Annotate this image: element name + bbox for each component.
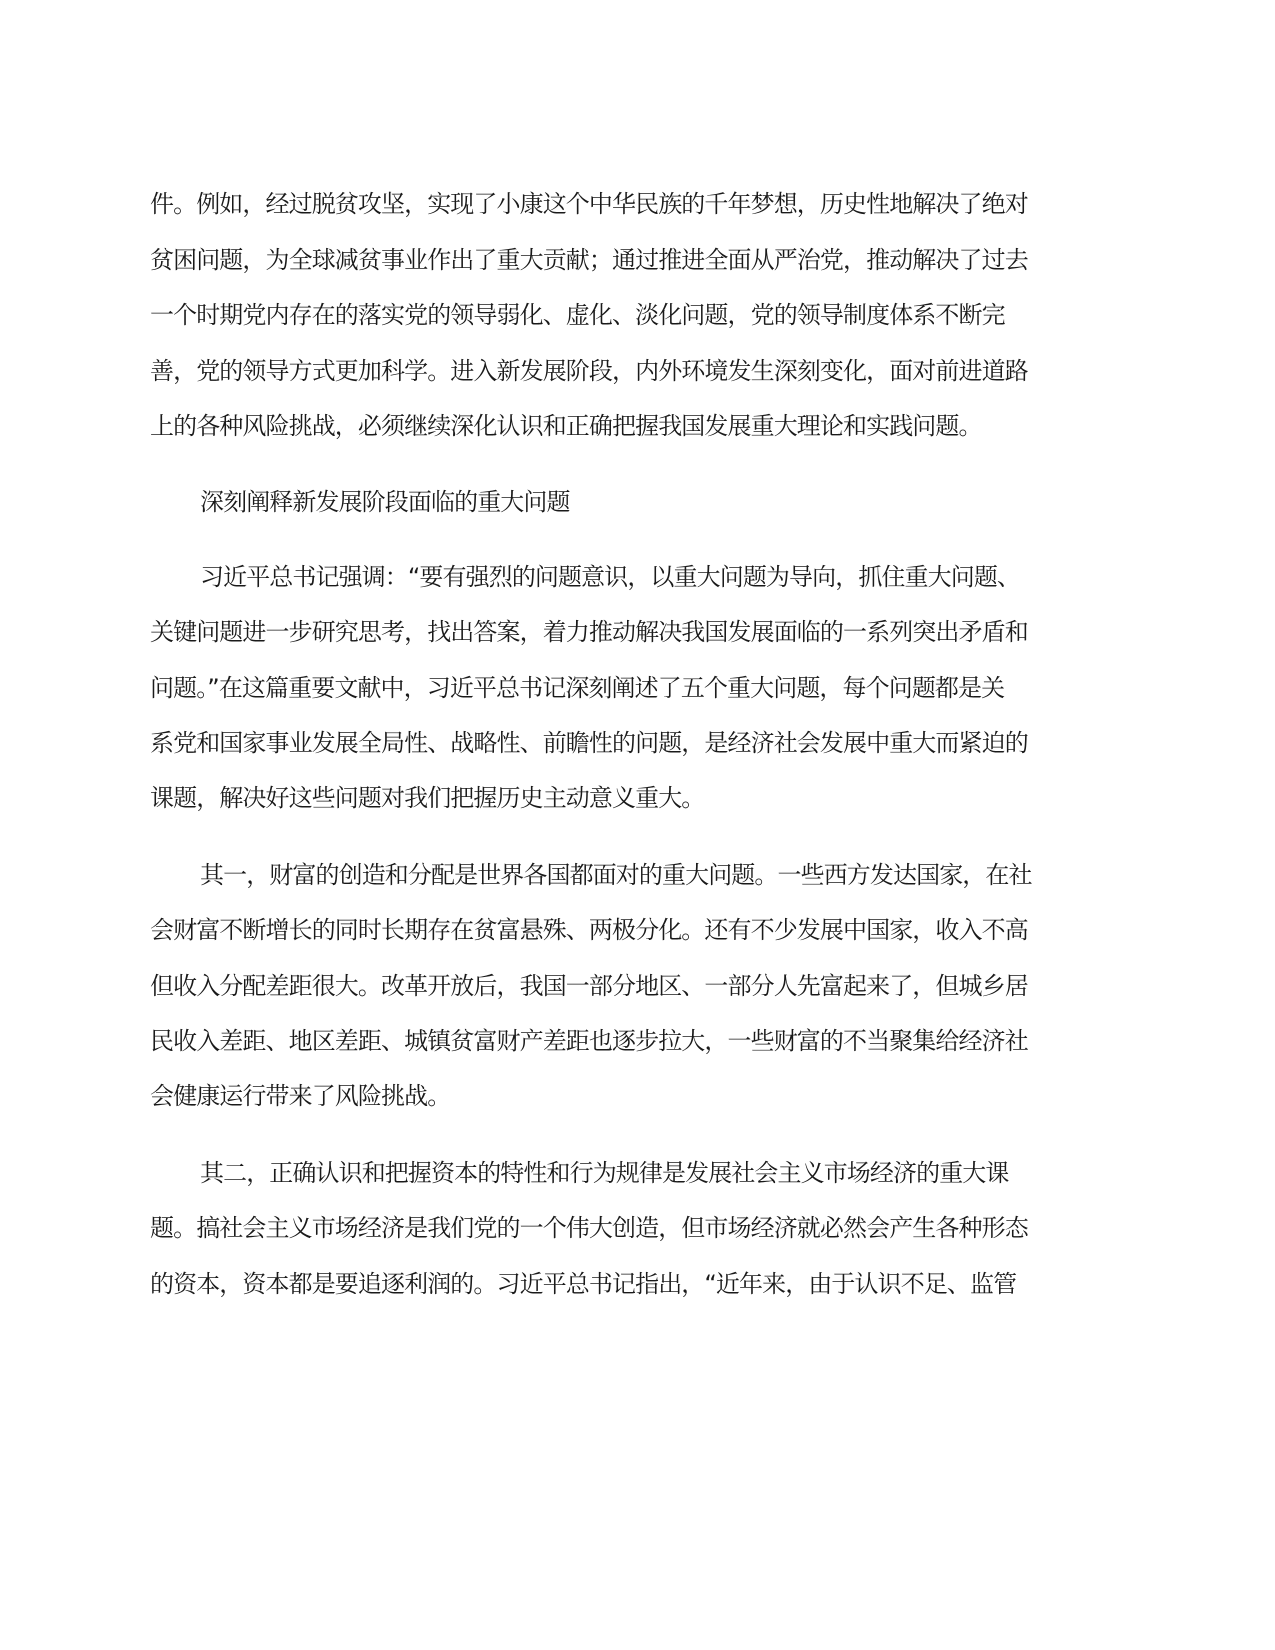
paragraph-2-line-4: 系党和国家事业发展全局性、战略性、前瞻性的问题，是经济社会发展中重大而紧迫的	[150, 729, 1028, 757]
paragraph-2-line-1: 习近平总书记强调：“要有强烈的问题意识，以重大问题为导向，抓住重大问题、	[200, 563, 1021, 591]
document-body	[150, 0, 1110, 1650]
paragraph-2-line-5: 课题，解决好这些问题对我们把握历史主动意义重大。	[150, 784, 705, 812]
paragraph-4-line-3: 的资本，资本都是要追逐利润的。习近平总书记指出，“近年来，由于认识不足、监管	[150, 1270, 1017, 1298]
paragraph-3-line-5: 会健康运行带来了风险挑战。	[150, 1082, 451, 1110]
paragraph-4-line-2: 题。搞社会主义市场经济是我们党的一个伟大创造，但市场经济就必然会产生各种形态	[150, 1214, 1028, 1242]
paragraph-3-line-1: 其一，财富的创造和分配是世界各国都面对的重大问题。一些西方发达国家，在社	[200, 861, 1032, 889]
paragraph-4-line-1: 其二，正确认识和把握资本的特性和行为规律是发展社会主义市场经济的重大课	[200, 1159, 1009, 1187]
paragraph-1-line-4: 善，党的领导方式更加科学。进入新发展阶段，内外环境发生深刻变化，面对前进道路	[150, 357, 1028, 385]
paragraph-1-line-2: 贫困问题，为全球减贫事业作出了重大贡献；通过推进全面从严治党，推动解决了过去	[150, 246, 1028, 274]
paragraph-1-line-3: 一个时期党内存在的落实党的领导弱化、虚化、淡化问题，党的领导制度体系不断完	[150, 301, 1005, 329]
paragraph-2-line-3: 问题。”在这篇重要文献中，习近平总书记深刻阐述了五个重大问题，每个问题都是关	[150, 674, 1005, 702]
paragraph-2-line-2: 关键问题进一步研究思考，找出答案，着力推动解决我国发展面临的一系列突出矛盾和	[150, 618, 1028, 646]
section-heading: 深刻阐释新发展阶段面临的重大问题	[200, 488, 570, 516]
paragraph-1-line-1: 件。例如，经过脱贫攻坚，实现了小康这个中华民族的千年梦想，历史性地解决了绝对	[150, 190, 1028, 218]
paragraph-3-line-3: 但收入分配差距很大。改革开放后，我国一部分地区、一部分人先富起来了，但城乡居	[150, 972, 1028, 1000]
paragraph-1-line-5: 上的各种风险挑战，必须继续深化认识和正确把握我国发展重大理论和实践问题。	[150, 412, 982, 440]
paragraph-3-line-2: 会财富不断增长的同时长期存在贫富悬殊、两极分化。还有不少发展中国家，收入不高	[150, 916, 1028, 944]
paragraph-3-line-4: 民收入差距、地区差距、城镇贫富财产差距也逐步拉大，一些财富的不当聚集给经济社	[150, 1027, 1028, 1055]
